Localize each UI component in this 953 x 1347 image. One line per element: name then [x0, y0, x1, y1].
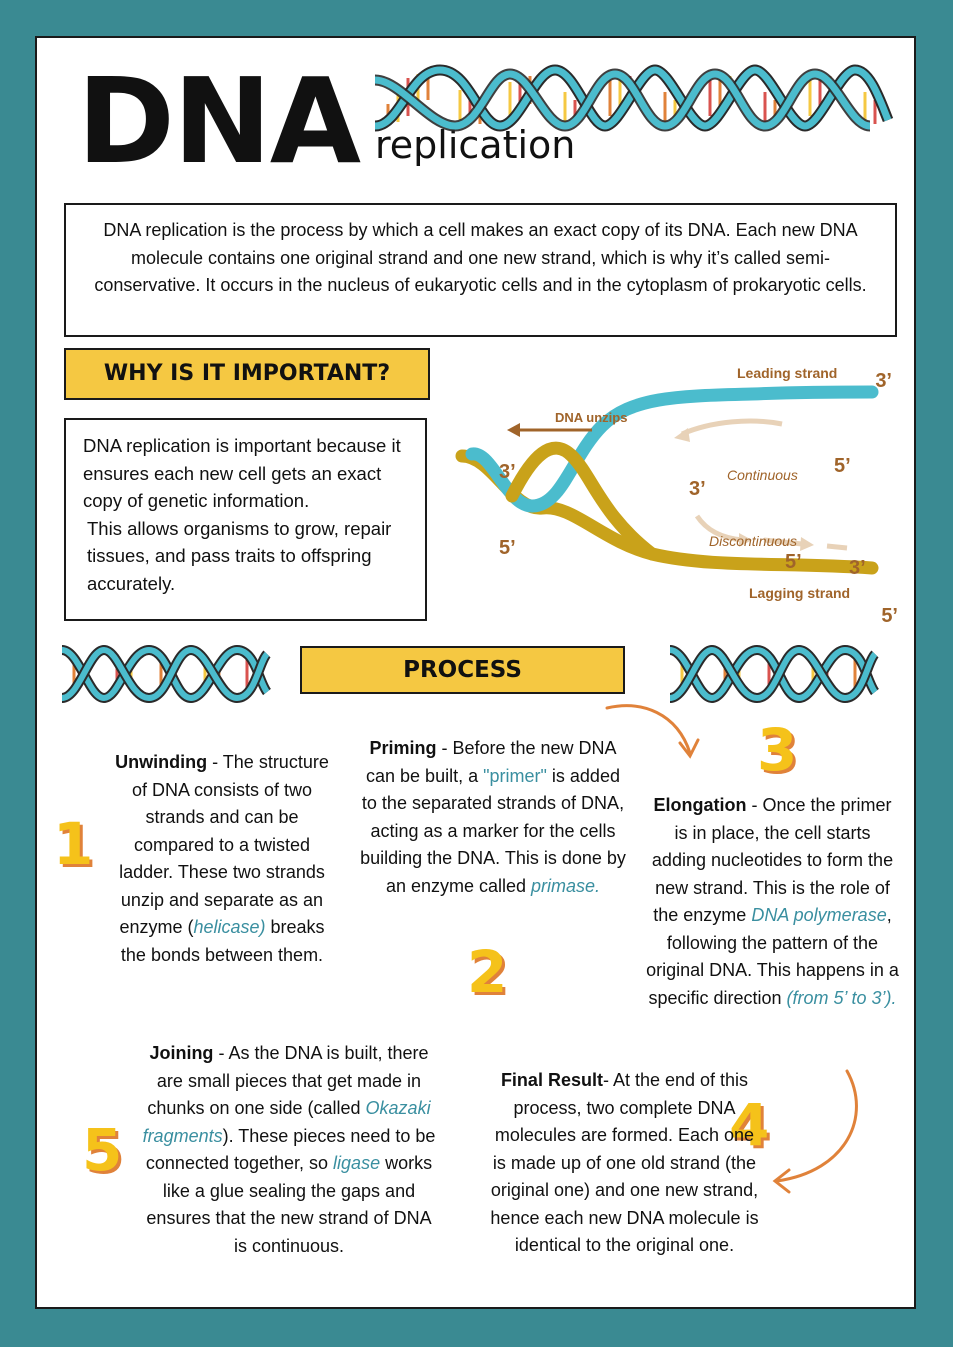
- step-highlight: (from 5’ to 3’).: [786, 987, 897, 1008]
- step-priming: [359, 735, 627, 900]
- step-unwinding: [107, 749, 337, 969]
- step-text: - Once the primer is in place, the cell starts adding nucleotides to form the new strand. This is the role of the enzyme: [651, 795, 894, 925]
- dna-helix-icon: [370, 60, 890, 132]
- step-title: Elongation: [653, 795, 747, 815]
- title-main: DNA: [77, 52, 360, 190]
- step-title: Unwinding: [115, 752, 208, 772]
- dna-helix-icon: [59, 642, 269, 704]
- step-text: , following the pattern of the original DNA. This happens in a specific direction: [646, 905, 899, 1008]
- step-number-1: 1: [53, 810, 94, 878]
- step-number-5: 5: [82, 1116, 123, 1184]
- step-highlight: "primer": [483, 765, 547, 786]
- why-paragraph-2: This allows organisms to grow, repair tissues, and pass traits to offspring accurately.: [87, 517, 392, 594]
- dna-helix-icon: [667, 642, 877, 704]
- step-text: - At the end of this process, two complete DNA molecules are formed. Each one is made up of one old strand (the original one) and one new strand, hence each new DNA molecule is identical to the original one.: [490, 1070, 759, 1255]
- step-text: breaks the bonds between them.: [120, 917, 325, 965]
- step-final-result: [487, 1067, 762, 1260]
- label-leading-strand: Leading strand: [737, 365, 838, 381]
- step-text: ). These pieces need to be connected together, so: [145, 1125, 436, 1173]
- label-discontinuous: Discontinuous: [709, 533, 797, 549]
- why-paragraph-1: DNA replication is important because it ensures each new cell gets an exact copy of genetic information.: [83, 435, 401, 511]
- label-3prime-top: 3’: [875, 370, 892, 392]
- why-text: [64, 418, 427, 621]
- step-number-4: 4: [729, 1091, 770, 1159]
- label-3prime-discontinuous: 3’: [849, 557, 866, 579]
- why-heading: WHY IS IT IMPORTANT?: [64, 348, 430, 400]
- step-text: - As the DNA is built, there are small pieces that get made in chunks on one side (called: [147, 1043, 429, 1118]
- process-heading: PROCESS: [300, 646, 625, 694]
- step-highlight: Okazaki fragments: [142, 1098, 431, 1146]
- step-highlight: primase.: [531, 875, 601, 896]
- label-5prime-discontinuous: 5’: [785, 551, 802, 573]
- label-dna-unzips: DNA unzips: [555, 410, 628, 425]
- step-highlight: helicase): [193, 917, 266, 937]
- curved-arrow-icon: [767, 1066, 867, 1196]
- step-highlight: ligase: [333, 1153, 381, 1173]
- label-5prime-left: 5’: [499, 537, 516, 559]
- label-lagging-strand: Lagging strand: [749, 585, 851, 601]
- step-text: - Before the new DNA can be built, a: [366, 738, 617, 786]
- step-elongation: [645, 792, 900, 1012]
- step-text: is added to the separated strands of DNA, acting as a marker for the cells building the DNA. This is done by an enzyme called: [360, 765, 626, 896]
- label-5prime-bottom: 5’: [881, 605, 898, 627]
- step-number-3: 3: [757, 716, 798, 784]
- step-highlight: DNA polymerase: [751, 905, 887, 925]
- label-continuous: Continuous: [727, 467, 798, 483]
- title-sub: replication: [375, 123, 576, 167]
- step-title: Final Result: [500, 1070, 603, 1090]
- step-text: - The structure of DNA consists of two strands and can be compared to a twisted ladder. These two strands unzip and separate as an enzyme (: [119, 752, 329, 937]
- infographic-sheet: [35, 36, 916, 1309]
- step-title: Joining: [149, 1043, 214, 1063]
- label-5prime-continuous: 5’: [834, 455, 851, 477]
- step-number-2: 2: [467, 938, 508, 1006]
- step-joining: [139, 1040, 439, 1260]
- intro-box: DNA replication is the process by which a cell makes an exact copy of its DNA. Each new DNA molecule contains one original strand and one new strand, which is why it’s called semi-conservative. It occurs in the nucleus of eukaryotic cells and in the cytoplasm of prokaryotic cells.: [64, 203, 897, 337]
- label-3prime-continuous: 3’: [689, 478, 706, 500]
- replication-fork-diagram: [452, 356, 898, 627]
- label-3prime-left: 3’: [499, 461, 516, 483]
- step-title: Priming: [369, 738, 437, 758]
- step-text: works like a glue sealing the gaps and ensures that the new strand of DNA is continuous.: [146, 1153, 433, 1256]
